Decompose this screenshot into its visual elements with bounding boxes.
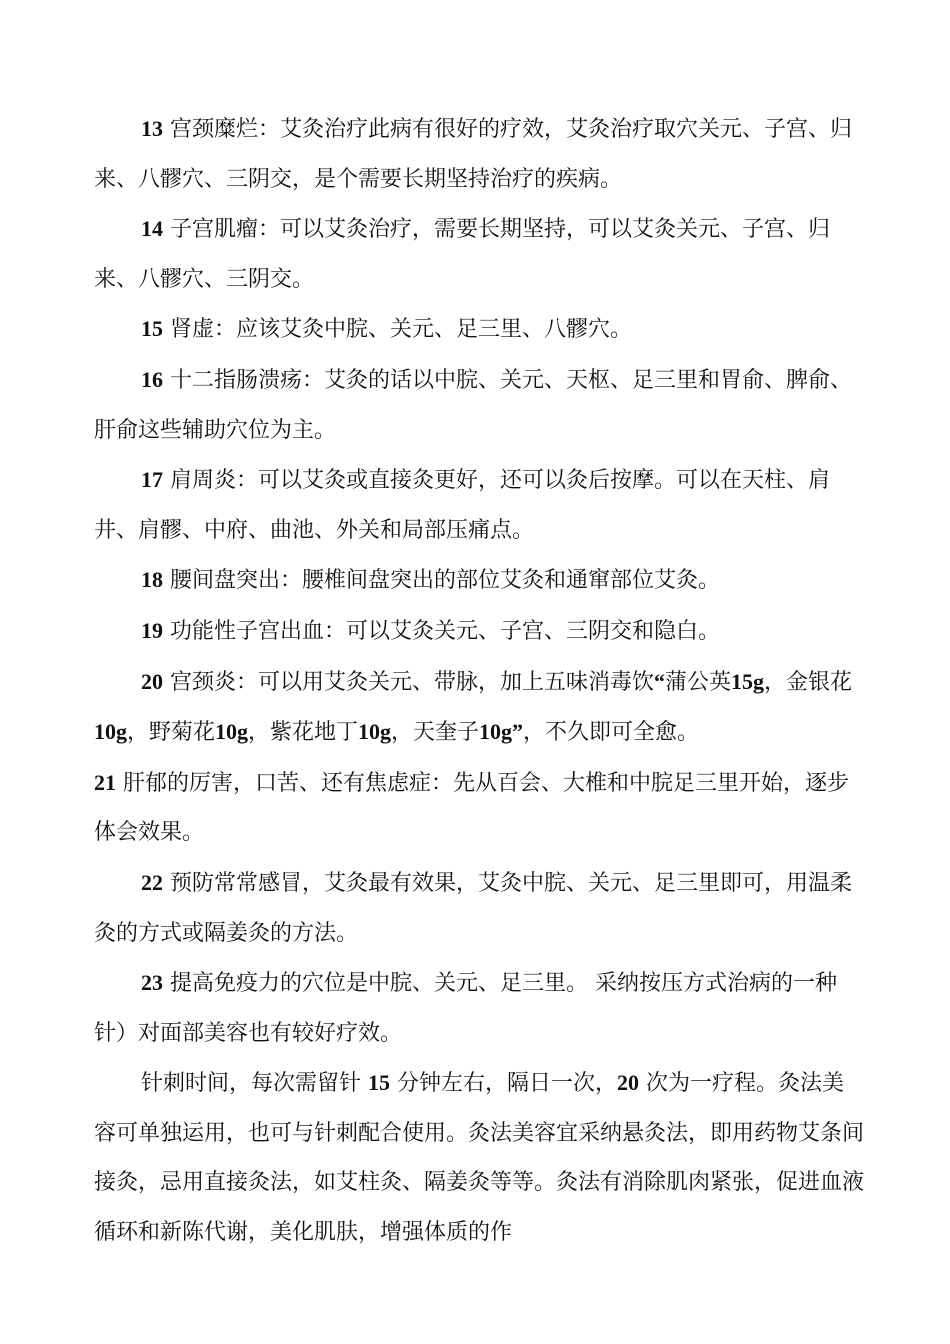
paragraph-text: 次为一疗程。灸法美容可单独运用，也可与针刺配合使用。灸法美容宜采纳悬灸法，即用药物艾条间接灸，忌用直接灸法，如艾柱灸、隔姜灸等等。灸法有消除肌肉紧张，促进血液循环和新陈代谢，美化肌肤，增强体质的作 — [94, 1071, 865, 1246]
item-number: 17 — [141, 467, 163, 493]
item-text: 腰间盘突出：腰椎间盘突出的部位艾灸和通窜部位艾灸。 — [170, 568, 721, 594]
item-number: 21 — [94, 769, 116, 795]
quote-open: “ — [654, 668, 666, 694]
item-number: 22 — [141, 869, 163, 895]
item-number: 16 — [141, 366, 163, 392]
item-text: 肝郁的厉害，口苦、还有焦虑症：先从百会、大椎和中脘足三里开始，逐步体会效果。 — [94, 770, 850, 846]
item-15 — [94, 304, 864, 355]
item-number: 13 — [141, 116, 163, 141]
item-number: 14 — [141, 216, 163, 242]
item-text: ，野菊花 — [127, 720, 216, 746]
acupuncture-paragraph — [94, 1058, 864, 1257]
item-text: 十二指肠溃疡：艾灸的话以中脘、关元、天枢、足三里和胃俞、脾俞、肝俞这些辅助穴位为主。 — [94, 367, 853, 443]
body-text — [94, 104, 864, 1258]
item-22 — [94, 858, 864, 958]
dose: 10g — [215, 719, 249, 745]
item-text: 肩周炎：可以艾灸或直接灸更好，还可以灸后按摩。可以在天柱、肩井、肩髎、中府、曲池、外关和局部压痛点。 — [94, 468, 831, 543]
sessions-value: 20 — [617, 1070, 640, 1096]
item-13 — [94, 104, 864, 204]
item-text: 功能性子宫出血：可以艾灸关元、子宫、三阴交和隐白。 — [170, 618, 721, 644]
item-20 — [94, 657, 864, 758]
item-text: 宫颈炎：可以用艾灸关元、带脉，加上五味消毒饮 — [170, 669, 655, 695]
item-text: ，不久即可全愈。 — [523, 720, 700, 746]
item-19 — [94, 606, 864, 657]
item-text: 蒲公英 — [665, 669, 732, 695]
item-text: 宫颈糜烂：艾灸治疗此病有很好的疗效，艾灸治疗取穴关元、子宫、归来、八髎穴、三阴交，是个需要长期坚持治疗的疾病。 — [94, 117, 853, 192]
dose: 10g — [94, 719, 127, 745]
item-17 — [94, 455, 864, 555]
item-18 — [94, 555, 864, 606]
item-16 — [94, 355, 864, 455]
paragraph-text: 分钟左右，隔日一次， — [397, 1071, 618, 1097]
item-text: 肾虚：应该艾灸中脘、关元、足三里、八髎穴。 — [170, 317, 633, 343]
item-23 — [94, 958, 864, 1058]
dose: 10g — [479, 719, 513, 745]
item-number: 18 — [141, 567, 163, 593]
minutes-value: 15 — [368, 1070, 391, 1096]
dose: 10g — [358, 719, 392, 745]
dose: 15g — [731, 668, 765, 694]
item-text: ，金银花 — [764, 669, 853, 695]
item-number: 19 — [141, 617, 163, 643]
item-text: ，紫花地丁 — [248, 720, 359, 746]
item-text: 预防常常感冒，艾灸最有效果，艾灸中脘、关元、足三里即可，用温柔灸的方式或隔姜灸的方法。 — [94, 870, 853, 946]
item-number: 23 — [141, 970, 163, 996]
item-number: 15 — [141, 316, 163, 342]
item-number: 20 — [141, 668, 163, 694]
item-text: 提高免疫力的穴位是中脘、关元、足三里。 采纳按压方式治病的一种针）对面部美容也有较好疗效。 — [94, 971, 837, 1046]
quote-close: ” — [512, 719, 524, 745]
item-14 — [94, 204, 864, 304]
item-text: 子宫肌瘤：可以艾灸治疗，需要长期坚持，可以艾灸关元、子宫、归来、八髎穴、三阴交。 — [94, 217, 831, 292]
paragraph-text: 针刺时间，每次需留针 — [141, 1071, 362, 1097]
item-text: ，天奎子 — [391, 720, 480, 746]
item-21 — [94, 758, 864, 858]
